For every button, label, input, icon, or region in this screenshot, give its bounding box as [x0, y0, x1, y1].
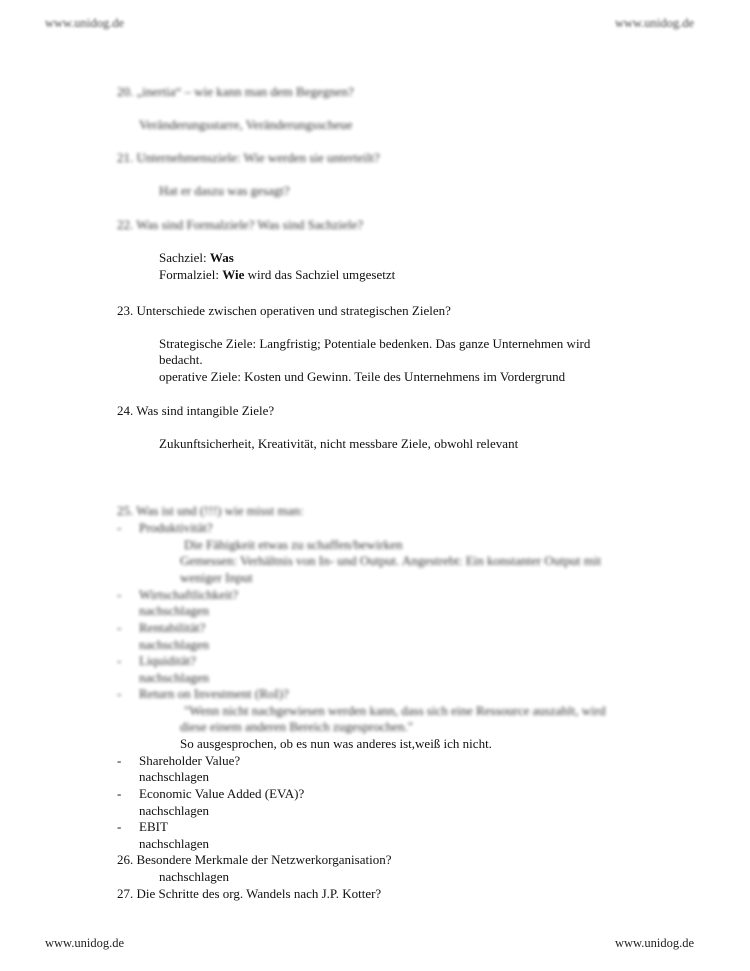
answer-23-line2: bedacht.: [159, 352, 203, 367]
produktivitaet-def1: Die Fähigkeit etwas zu schaffen/bewirken: [184, 537, 403, 552]
answer-22-formalziel: Formalziel: Wie wird das Sachziel umgesetzt: [159, 267, 396, 282]
item-produktivitaet: Produktivität?: [139, 520, 213, 535]
question-20: 20. „inertia“ – wie kann man dem Begegnen?: [117, 84, 354, 99]
question-22: 22. Was sind Formalziele? Was sind Sachziele?: [117, 217, 364, 232]
item-liquiditaet: Liquidität?: [139, 653, 197, 668]
item-rentabilitaet: Rentabilität?: [139, 620, 206, 635]
list-dash: -: [117, 587, 122, 602]
produktivitaet-def3: weniger Input: [180, 570, 253, 585]
question-23: 23. Unterschiede zwischen operativen und strategischen Zielen?: [117, 303, 451, 318]
question-27: 27. Die Schritte des org. Wandels nach J.P. Kotter?: [117, 886, 382, 901]
footer-url-right: www.unidog.de: [615, 936, 695, 950]
roi-def1: "Wenn nicht nachgewiesen werden kann, dass sich eine Ressource auszahlt, wird: [184, 703, 606, 718]
roi-def3: So ausgesprochen, ob es nun was anderes ist,weiß ich nicht.: [180, 736, 492, 751]
question-26: 26. Besondere Merkmale der Netzwerkorganisation?: [117, 852, 392, 867]
list-dash: -: [117, 819, 122, 834]
question-24: 24. Was sind intangible Ziele?: [117, 403, 275, 418]
question-25: 25. Was ist und (!!!) wie misst man:: [117, 503, 304, 518]
answer-26: nachschlagen: [159, 869, 230, 884]
list-dash: -: [117, 620, 122, 635]
nachschlagen-rentabilitaet: nachschlagen: [139, 637, 210, 652]
answer-24: Zukunftsicherheit, Kreativität, nicht messbare Ziele, obwohl relevant: [159, 436, 519, 451]
footer-url-left: www.unidog.de: [45, 936, 125, 950]
item-roi: Return on Investment (RoI)?: [139, 686, 289, 701]
list-dash: -: [117, 520, 122, 535]
nachschlagen-wirtschaftlichkeit: nachschlagen: [139, 603, 210, 618]
answer-21: Hat er daszu was gesagt?: [159, 183, 290, 198]
answer-23-line3: operative Ziele: Kosten und Gewinn. Teile des Unternehmens im Vordergrund: [159, 369, 566, 384]
list-dash: -: [117, 786, 122, 801]
answer-23-line1: Strategische Ziele: Langfristig; Potentiale bedenken. Das ganze Unternehmen wird: [159, 336, 591, 351]
question-21: 21. Unternehmensziele: Wie werden sie unterteilt?: [117, 150, 380, 165]
item-wirtschaftlichkeit: Wirtschaftlichkeit?: [139, 587, 239, 602]
list-dash: -: [117, 686, 122, 701]
item-shareholder-value: Shareholder Value?: [139, 753, 241, 768]
nachschlagen-liquiditaet: nachschlagen: [139, 670, 210, 685]
answer-22-sachziel: Sachziel: Was: [159, 250, 234, 265]
item-ebit: EBIT: [139, 819, 168, 834]
nachschlagen-eva: nachschlagen: [139, 803, 210, 818]
roi-def2: diese einem anderen Bereich zugesprochen.": [180, 719, 414, 734]
header-url-left: www.unidog.de: [45, 16, 125, 30]
list-dash: -: [117, 753, 122, 768]
item-eva: Economic Value Added (EVA)?: [139, 786, 305, 801]
nachschlagen-ebit: nachschlagen: [139, 836, 210, 851]
header-url-right: www.unidog.de: [615, 16, 695, 30]
produktivitaet-def2: Gemessen: Verhältnis von In- und Output. Angestrebt: Ein konstanter Output mit: [180, 553, 602, 568]
list-dash: -: [117, 653, 122, 668]
nachschlagen-shareholder: nachschlagen: [139, 769, 210, 784]
answer-20: Veränderungsstarre, Veränderungsscheue: [139, 117, 353, 132]
